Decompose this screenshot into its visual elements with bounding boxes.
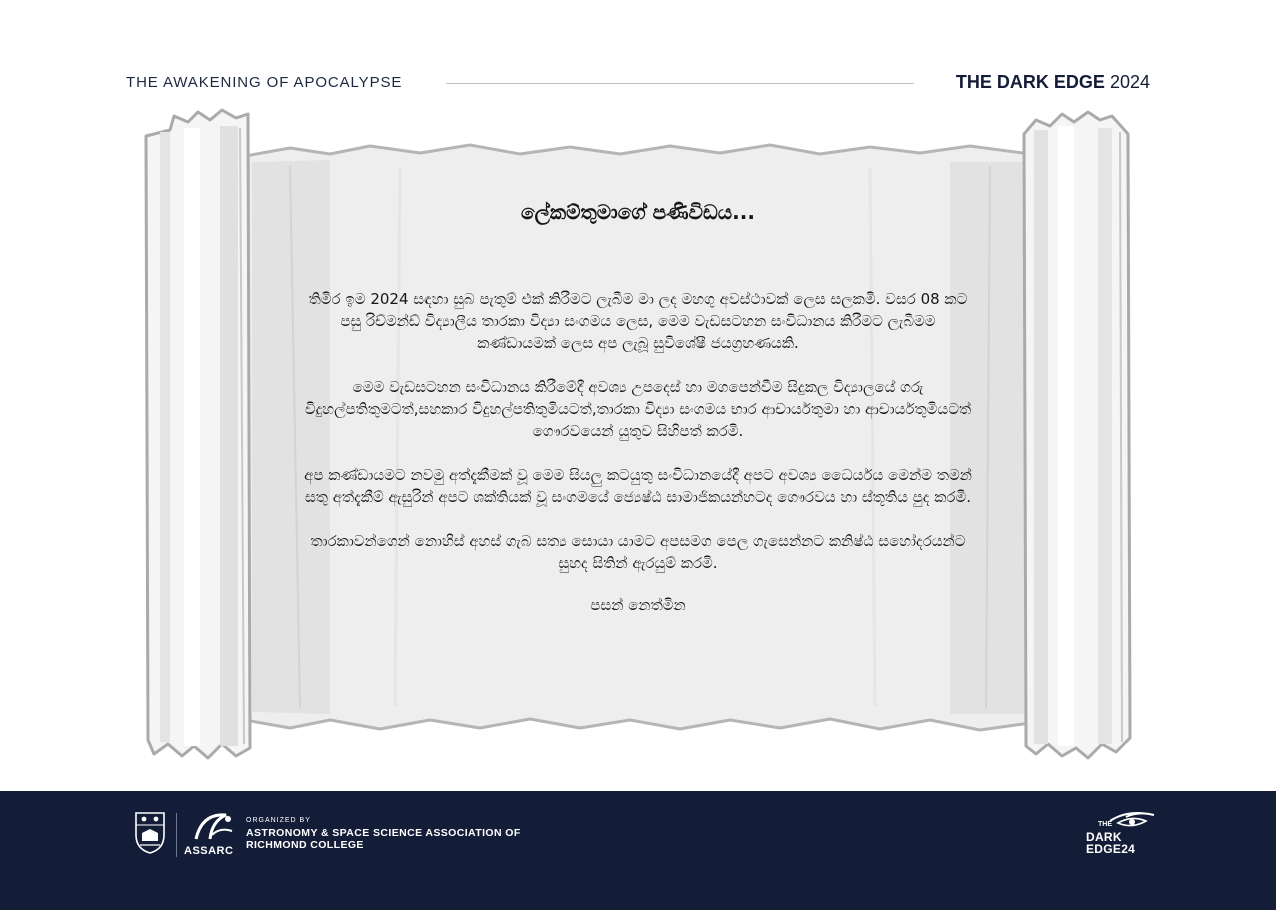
event-name: THE DARK EDGE bbox=[955, 72, 1105, 92]
event-name-title bbox=[956, 72, 1150, 93]
letter-paragraph-2: මෙම වැඩසටහන සංවිධානය කිරීමේදී අවශ්‍ය උපදෙස් හා මගපෙන්වීම සිදුකල විද්‍යාලයේ ගරු විදුහල්පතිතුමටත්,සහකාර විදුහල්පතිතුමියටත්,තාරකා විද්‍යා සංගමය භාර ආචාර්යතුමා හා ආචාර්යතුමියටත් ගෞරවයෙන් යුතුව සිහිපත් කරමි. bbox=[304, 378, 972, 440]
organizer-block bbox=[246, 817, 521, 851]
letter-paragraph-4: තාරකාවන්ගෙන් නොහිස් අහස් ගැබ සත්‍ය සොයා යාමට අපසමග පෙල ගැසෙන්නට කනිෂ්ඨ සහෝදරයන්ට සුහද සිතින් ඇරයුම් කරමි. bbox=[310, 532, 966, 572]
event-logo-the: THE bbox=[1098, 821, 1112, 828]
letter-title: ලේකම්තුමාගේ පණිවිඩය... bbox=[521, 200, 755, 224]
event-logo-line-2: EDGE24 bbox=[1086, 842, 1136, 856]
letter-paragraph-1: තිමිර ඉම 2024 සඳහා සුබ පැතුම් එක් කිරීමට ලැබීම මා ලද මහගු අවස්ථාවක් ලෙස සලකමි. වසර 08 කට පසු රිච්මන්ඩ් විද්‍යාලීය තාරකා විද්‍යා සංගමය ලෙස, මෙම වැඩසටහන සංවිධානය කිරීමට ලැබීමම කණ්ඩායමක් ලෙස අප ලැබූ සුවිශේෂී ජයග්‍රහණයකි. bbox=[308, 290, 968, 352]
event-theme-title: THE AWAKENING OF APOCALYPSE bbox=[126, 74, 403, 91]
organized-by-label: ORGANIZED BY bbox=[246, 817, 311, 824]
right-scroll-roll bbox=[1024, 112, 1130, 758]
left-scroll-roll bbox=[146, 110, 250, 758]
assarc-logo-icon bbox=[182, 809, 244, 859]
letter-signature: පසන් නෙත්මින bbox=[590, 596, 686, 614]
footer-logo-divider bbox=[176, 813, 177, 857]
event-logo-line-1: DARK bbox=[1086, 830, 1122, 844]
dark-edge-eye-logo-icon bbox=[1084, 807, 1164, 857]
organizer-name-line-1: ASTRONOMY & SPACE SCIENCE ASSOCIATION OF bbox=[246, 827, 521, 839]
page-footer bbox=[0, 791, 1276, 910]
event-logo-wordmark bbox=[1086, 831, 1135, 855]
event-year: 2024 bbox=[1109, 72, 1150, 92]
college-crest-icon bbox=[134, 811, 166, 855]
assarc-logo-text: ASSARC bbox=[184, 845, 234, 857]
letter-body bbox=[300, 200, 976, 614]
header-divider bbox=[446, 83, 914, 84]
page-header bbox=[0, 0, 1276, 110]
letter-paragraph-3: අප කණ්ඩායමට නවමු අත්දැකීමක් වූ මෙම සියලු කටයුතු සංවිධානයේදී අපට අවශ්‍ය ධෛර්යය මෙන්ම තමන් සතු අත්දැකීම් ඇසුරින් අපට ශක්තියක් වූ සංගමයේ ජ්‍යෙෂ්ඨ සාමාජිකයන්හටද ගෞරවය හා ස්තූතිය පුද කරමි. bbox=[304, 466, 972, 506]
organizer-name-line-2: RICHMOND COLLEGE bbox=[246, 839, 364, 851]
